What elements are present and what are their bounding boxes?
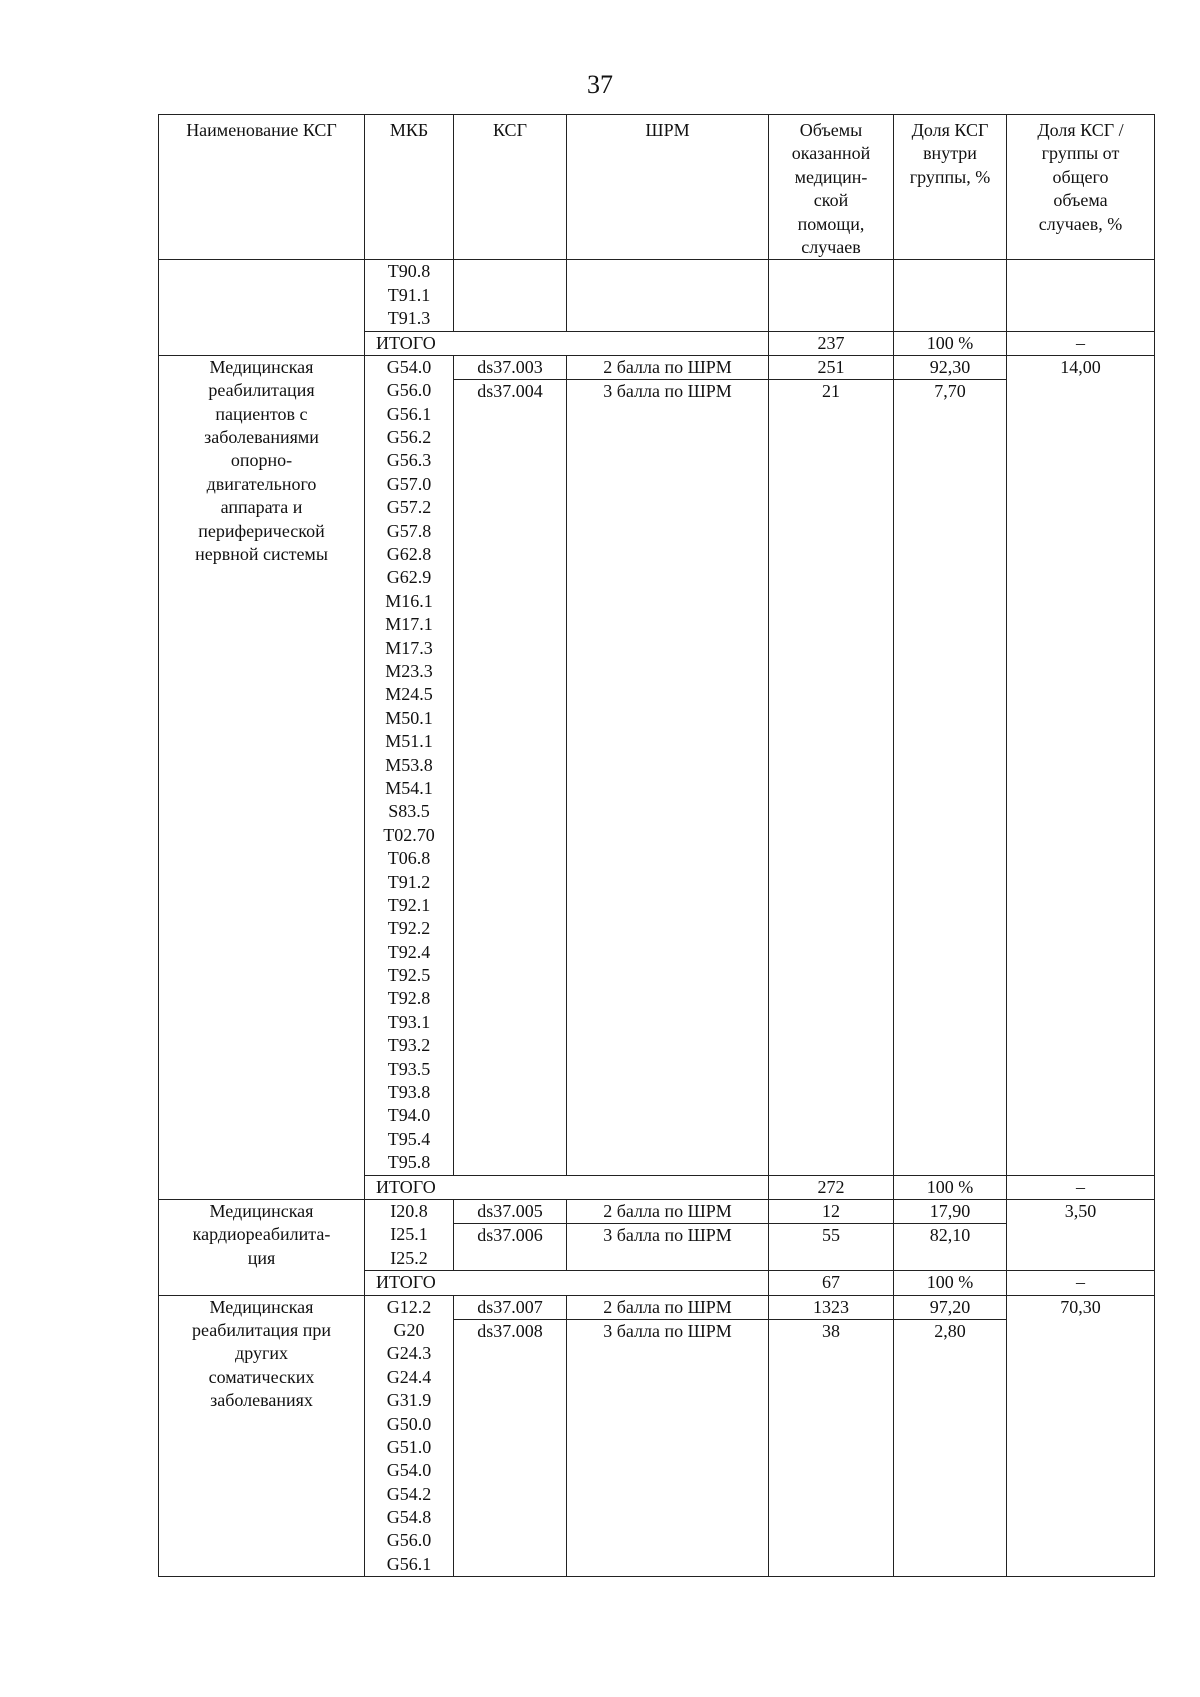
group-name bbox=[159, 1295, 365, 1577]
mkb-code: T93.5 bbox=[387, 1058, 431, 1079]
col-share bbox=[894, 1200, 1007, 1271]
mkb-code: G51.0 bbox=[386, 1436, 432, 1457]
mkb-code: G54.0 bbox=[386, 356, 432, 377]
ksg-code: ds37.006 bbox=[477, 1225, 543, 1245]
mkb-code: G50.0 bbox=[386, 1413, 432, 1434]
sub-shrm bbox=[567, 356, 768, 403]
sub-share bbox=[894, 1200, 1006, 1247]
sub-volume bbox=[769, 1200, 893, 1247]
sub-row bbox=[454, 1319, 566, 1343]
mkb-code: G57.0 bbox=[386, 473, 432, 494]
volume-value: 251 bbox=[769, 356, 893, 380]
header-line: оказанной bbox=[791, 143, 871, 164]
mkb-codes bbox=[365, 1295, 454, 1577]
header-share-of-total bbox=[1007, 115, 1155, 260]
ksg-code: ds37.005 bbox=[454, 1200, 566, 1224]
sub-row bbox=[567, 1296, 768, 1320]
share-value: 17,90 bbox=[894, 1200, 1006, 1224]
mkb-code: T90.8 bbox=[387, 261, 431, 282]
sub-row bbox=[567, 379, 768, 403]
header-line: внутри bbox=[923, 143, 977, 164]
group-name-line: аппарата и bbox=[220, 497, 303, 518]
col-shrm bbox=[567, 260, 769, 331]
shrm-score: 3 балла по ШРМ bbox=[603, 1225, 732, 1245]
mkb-code: I25.1 bbox=[390, 1224, 428, 1245]
mkb-code: G31.9 bbox=[386, 1390, 432, 1411]
mkb-code: T93.2 bbox=[387, 1035, 431, 1056]
sub-share bbox=[894, 1296, 1006, 1343]
group-row bbox=[159, 260, 1155, 331]
mkb-code: M17.3 bbox=[385, 637, 433, 658]
mkb-code: T91.3 bbox=[387, 308, 431, 329]
sub-row bbox=[567, 1200, 768, 1224]
total-label: ИТОГО bbox=[365, 331, 769, 355]
header-line: Доля КСГ bbox=[911, 120, 989, 140]
group-name-line: нервной системы bbox=[195, 544, 328, 565]
mkb-code: G56.1 bbox=[386, 403, 432, 424]
mkb-code: G54.0 bbox=[386, 1460, 432, 1481]
shrm-score: 3 балла по ШРМ bbox=[603, 1320, 732, 1341]
sub-row bbox=[567, 356, 768, 380]
header-share-in-group bbox=[894, 115, 1007, 260]
volume-value: 12 bbox=[769, 1200, 893, 1224]
group-row bbox=[159, 1200, 1155, 1271]
ksg-code: ds37.008 bbox=[477, 1320, 543, 1341]
header-mkb: МКБ bbox=[365, 115, 454, 260]
col-ksg bbox=[454, 1200, 567, 1271]
col-ksg bbox=[454, 260, 567, 331]
group-name-line: опорно- bbox=[230, 450, 293, 471]
mkb-code: G24.3 bbox=[386, 1343, 432, 1364]
sub-row bbox=[454, 356, 566, 380]
group-name-line: Медицинская bbox=[209, 1296, 314, 1317]
table-body bbox=[159, 260, 1155, 1577]
total-of-total: – bbox=[1007, 331, 1155, 355]
sub-row bbox=[567, 1319, 768, 1343]
mkb-code: T94.0 bbox=[387, 1105, 431, 1126]
group-row bbox=[159, 1295, 1155, 1577]
volume-value: 1323 bbox=[769, 1296, 893, 1320]
group-name-line: других bbox=[235, 1343, 288, 1364]
mkb-code: T02.70 bbox=[383, 824, 435, 845]
mkb-code: T92.8 bbox=[387, 988, 431, 1009]
header-name: Наименование КСГ bbox=[159, 115, 365, 260]
header-row bbox=[159, 115, 1155, 260]
ksg-code: ds37.007 bbox=[454, 1296, 566, 1320]
mkb-code: G56.2 bbox=[386, 427, 432, 448]
sub-row bbox=[769, 1224, 893, 1248]
share-value: 2,80 bbox=[934, 1320, 966, 1341]
group-row bbox=[159, 355, 1155, 1175]
mkb-code: S83.5 bbox=[388, 801, 430, 822]
col-shrm bbox=[567, 355, 769, 1175]
total-of-total: – bbox=[1007, 1271, 1155, 1295]
mkb-code: M50.1 bbox=[385, 707, 433, 728]
sub-shrm bbox=[567, 1296, 768, 1343]
sub-row bbox=[769, 356, 893, 380]
header-line: объема bbox=[1053, 190, 1108, 211]
sub-volume bbox=[769, 356, 893, 403]
sub-row bbox=[454, 1200, 566, 1224]
sub-ksg bbox=[454, 1200, 566, 1247]
header-line: общего bbox=[1052, 166, 1109, 187]
group-name-line: Медицинская bbox=[209, 1201, 314, 1221]
mkb-code: G62.8 bbox=[386, 544, 432, 565]
mkb-code: G12.2 bbox=[386, 1296, 432, 1317]
mkb-code: T06.8 bbox=[387, 848, 431, 869]
sub-share bbox=[894, 356, 1006, 403]
sub-ksg bbox=[454, 1296, 566, 1343]
group-name-line: кардиореабилита- bbox=[192, 1224, 331, 1245]
mkb-code: M24.5 bbox=[385, 684, 433, 705]
of-total-value: 3,50 bbox=[1007, 1200, 1155, 1271]
shrm-score: 3 балла по ШРМ bbox=[603, 380, 732, 401]
total-label: ИТОГО bbox=[365, 1271, 769, 1295]
sub-ksg bbox=[454, 356, 566, 403]
page-number: 37 bbox=[587, 70, 613, 99]
mkb-code: T92.4 bbox=[387, 941, 431, 962]
shrm-score: 2 балла по ШРМ bbox=[567, 356, 768, 380]
mkb-codes bbox=[365, 260, 454, 331]
mkb-code: T92.2 bbox=[387, 918, 431, 939]
header-line: Доля КСГ / bbox=[1037, 120, 1124, 140]
ksg-code: ds37.003 bbox=[454, 356, 566, 380]
col-share bbox=[894, 1295, 1007, 1577]
shrm-score: 2 балла по ШРМ bbox=[567, 1296, 768, 1320]
header-line: случаев bbox=[801, 236, 861, 257]
header-line: ской bbox=[813, 190, 849, 211]
sub-row bbox=[769, 1200, 893, 1224]
mkb-code: G56.0 bbox=[386, 1530, 432, 1551]
header-line: помощи, bbox=[797, 213, 865, 234]
header-line: медицин- bbox=[794, 166, 868, 187]
mkb-code: G54.8 bbox=[386, 1507, 432, 1528]
share-value: 82,10 bbox=[929, 1225, 971, 1245]
mkb-code: I20.8 bbox=[390, 1201, 428, 1221]
group-name-line: периферической bbox=[198, 520, 325, 541]
group-name-line: двигательного bbox=[206, 473, 317, 494]
group-name-line: соматических bbox=[208, 1366, 315, 1387]
mkb-code: M54.1 bbox=[385, 777, 433, 798]
mkb-code: M17.1 bbox=[385, 614, 433, 635]
mkb-code: T92.1 bbox=[387, 894, 431, 915]
share-value: 92,30 bbox=[894, 356, 1006, 380]
volume-value: 38 bbox=[822, 1320, 840, 1341]
total-share: 100 % bbox=[894, 1271, 1007, 1295]
mkb-code: G56.3 bbox=[386, 450, 432, 471]
group-name-line: Медицинская bbox=[209, 356, 314, 377]
sub-row bbox=[769, 1296, 893, 1320]
mkb-code: M16.1 bbox=[385, 590, 433, 611]
header-line: группы от bbox=[1041, 143, 1120, 164]
sub-row bbox=[894, 1224, 1006, 1248]
mkb-code: G62.9 bbox=[386, 567, 432, 588]
header-ksg: КСГ bbox=[454, 115, 567, 260]
sub-row bbox=[454, 1296, 566, 1320]
sub-row bbox=[894, 1296, 1006, 1320]
col-volume bbox=[769, 1200, 894, 1271]
mkb-code: T93.8 bbox=[387, 1082, 431, 1103]
group-name bbox=[159, 1200, 365, 1296]
mkb-code: M53.8 bbox=[385, 754, 433, 775]
sub-volume bbox=[769, 1296, 893, 1343]
group-name-line: реабилитация bbox=[208, 380, 315, 401]
mkb-code: G56.0 bbox=[386, 380, 432, 401]
mkb-code: T95.8 bbox=[387, 1152, 431, 1173]
mkb-code: M51.1 bbox=[385, 731, 433, 752]
col-volume bbox=[769, 260, 894, 331]
sub-row bbox=[567, 1224, 768, 1248]
group-name-line: ция bbox=[247, 1247, 276, 1268]
mkb-code: T91.2 bbox=[387, 871, 431, 892]
of-total-value bbox=[1007, 260, 1155, 331]
sub-row bbox=[454, 1224, 566, 1248]
of-total-value: 14,00 bbox=[1007, 355, 1155, 1175]
total-of-total: – bbox=[1007, 1175, 1155, 1199]
header-volume bbox=[769, 115, 894, 260]
header-shrm: ШРМ bbox=[567, 115, 769, 260]
sub-row bbox=[454, 379, 566, 403]
sub-row bbox=[894, 1319, 1006, 1343]
col-share bbox=[894, 355, 1007, 1175]
sub-row bbox=[894, 356, 1006, 380]
mkb-code: T95.4 bbox=[387, 1128, 431, 1149]
of-total-value: 70,30 bbox=[1007, 1295, 1155, 1577]
total-label: ИТОГО bbox=[365, 1175, 769, 1199]
ksg-table bbox=[158, 114, 1155, 1577]
col-shrm bbox=[567, 1200, 769, 1271]
total-volume: 237 bbox=[769, 331, 894, 355]
mkb-code: G57.2 bbox=[386, 497, 432, 518]
mkb-code: T92.5 bbox=[387, 965, 431, 986]
mkb-code: I25.2 bbox=[390, 1247, 428, 1268]
mkb-code: G24.4 bbox=[386, 1366, 432, 1387]
sub-row bbox=[769, 379, 893, 403]
col-volume bbox=[769, 355, 894, 1175]
col-ksg bbox=[454, 355, 567, 1175]
header-line: группы, % bbox=[909, 166, 991, 187]
col-volume bbox=[769, 1295, 894, 1577]
share-value: 7,70 bbox=[934, 380, 966, 401]
total-volume: 272 bbox=[769, 1175, 894, 1199]
mkb-code: G54.2 bbox=[386, 1483, 432, 1504]
group-name-line: заболеваниях bbox=[210, 1390, 313, 1411]
col-share bbox=[894, 260, 1007, 331]
mkb-code: M23.3 bbox=[385, 661, 433, 681]
mkb-code: T91.1 bbox=[387, 284, 431, 305]
total-share: 100 % bbox=[894, 1175, 1007, 1199]
mkb-code: G20 bbox=[393, 1319, 425, 1340]
sub-row bbox=[894, 1200, 1006, 1224]
sub-row bbox=[769, 1319, 893, 1343]
volume-value: 21 bbox=[822, 380, 840, 401]
total-volume: 67 bbox=[769, 1271, 894, 1295]
group-name-line: пациентов с bbox=[215, 403, 308, 424]
col-shrm bbox=[567, 1295, 769, 1577]
mkb-codes bbox=[365, 1200, 454, 1271]
group-name bbox=[159, 260, 365, 356]
col-ksg bbox=[454, 1295, 567, 1577]
ksg-code: ds37.004 bbox=[477, 380, 543, 401]
sub-row bbox=[894, 379, 1006, 403]
volume-value: 55 bbox=[822, 1225, 840, 1245]
share-value: 97,20 bbox=[894, 1296, 1006, 1320]
mkb-code: G57.8 bbox=[386, 520, 432, 541]
group-name-line: заболеваниями bbox=[204, 427, 319, 448]
sub-shrm bbox=[567, 1200, 768, 1247]
mkb-code: T93.1 bbox=[387, 1011, 431, 1032]
mkb-codes bbox=[365, 355, 454, 1175]
header-line: случаев, % bbox=[1038, 213, 1123, 234]
header-line: Объемы bbox=[799, 120, 863, 140]
mkb-code: G56.1 bbox=[386, 1553, 432, 1574]
group-name-line: реабилитация при bbox=[192, 1319, 331, 1340]
group-name bbox=[159, 355, 365, 1199]
total-share: 100 % bbox=[894, 331, 1007, 355]
shrm-score: 2 балла по ШРМ bbox=[567, 1200, 768, 1224]
